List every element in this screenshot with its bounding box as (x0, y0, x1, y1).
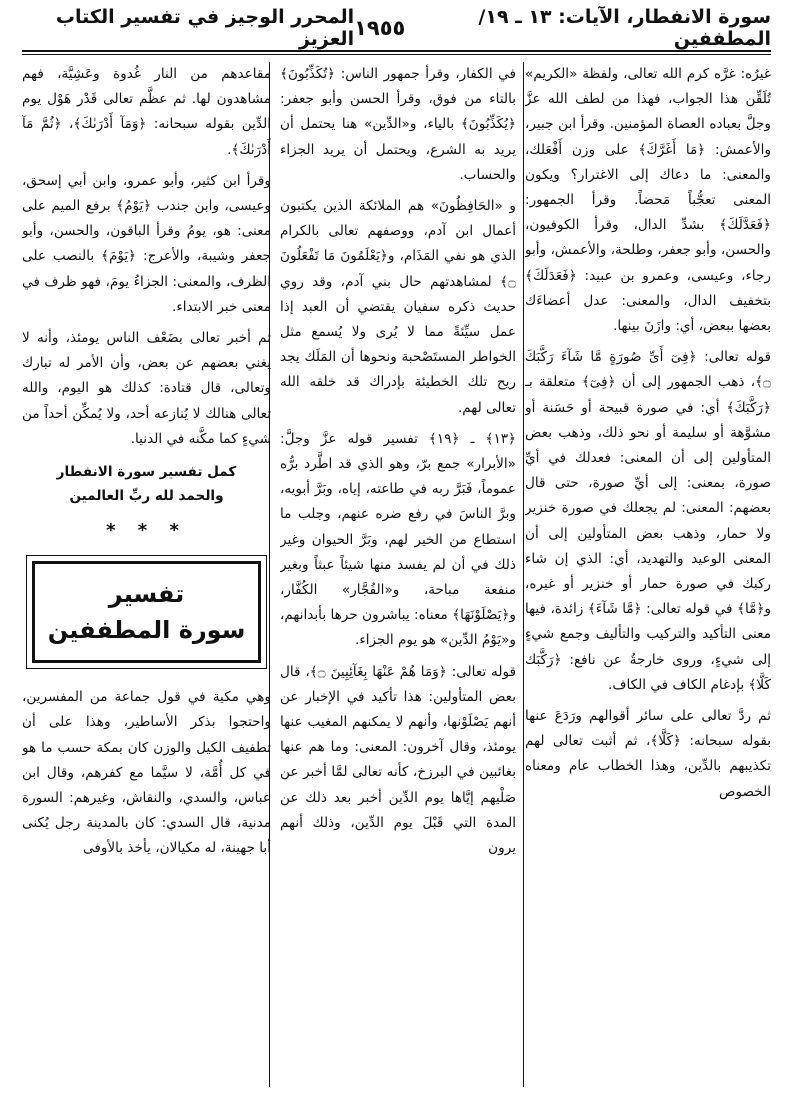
paragraph: ثم ردَّ تعالى على سائر أقوالهم ورَدَعَ عنها بقوله سبحانه: ﴿كَلَّا﴾، ثم أثبت تعالى لهم تكذيبهم بالدِّين، وهذا الخطاب عام ومعناه الخصوص (525, 708, 771, 800)
header-rule (22, 50, 771, 52)
paragraph: مقاعدهم من النار غُدوة وعَشِيَّة، فهم مشاهدون لها. ثم عظَّم تعالى قَدْر هَوْل يوم الدِّين بقوله سبحانه: ﴿وَمَآ أَدْرَىٰكَ﴾، ﴿ثُمَّ مَآ أَدْرَىٰكَ﴾. (22, 66, 271, 158)
surah-info: سورة الانفطار، الآيات: ١٣ ـ ١٩/ المطففين (478, 6, 771, 50)
surah-title-name: سورة المطففين (47, 616, 246, 645)
surah-title-frame (32, 561, 261, 663)
column-middle (280, 62, 516, 1087)
surah-end-note (22, 460, 271, 508)
column-divider-right (523, 62, 524, 1087)
page-number: ١٩٥٥ (354, 16, 406, 40)
end-note-line: كمل تفسير سورة الانفطار (56, 464, 237, 481)
paragraph: وقرأ ابن كثير، وأبو عمرو، وابن أبي إسحق، وعيسى، وابن جندب ﴿يَوْمُ﴾ برفع الميم على معنى: هو، يومُ وقرأ الباقون، والحسن، وأبو جعفر وشيبة، والأعرج: ﴿يَوْمَ﴾ بالنصب على الظرف، والمعنى: الجزاءُ يومَ، فهو ظرف في معنى خبر الابتداء. (22, 172, 271, 315)
surah-title-box (26, 555, 267, 669)
paragraph: في الكفار، وقرأ جمهور الناس: ﴿تُكَذِّبُونَ﴾ بالتاء من فوق، وقرأ الحسن وأبو جعفر: ﴿يُكَذِّبُونَ﴾ بالياء، و«الدِّين» هنا يحتمل أن يريد به الشرع، ويحتمل أن يريد الجزاء والحساب. (280, 66, 516, 183)
paragraph: قوله تعالى: ﴿فِىٓ أَىِّ صُورَةٍ مَّا شَآءَ رَكَّبَكَ ۝﴾، ذهب الجمهور إلى أن ﴿فِىٓ﴾ متعلقة بـ ﴿رَكَّبَكَ﴾ أي: في صورة قبيحة أو حَسَنة أو مشوَّهة أو سليمة أو نحو ذلك، وذهب بعض المتأولين إلى أن المعنى: فعدلك في أيِّ صورة، بمعنى: إلى أيِّ صورة، حتى قال بعضهم: المعنى: لم يجعلك في صورة خنزير ولا حمار، وذهب بعض المتأولين إلى أن المعنى الوعيد والتهديد، أي: الذي إن شاء ركبك في صورة حمار أو خنزير أو غيره، و﴿مَّا﴾ في قوله تعالى: ﴿مَّا شَآءَ﴾ زائدة، فيها معنى التأكيد والتركيب والتأليف وجمع شيءٍ إلى شيءٍ، وروى خارجةُ عن نافع: ﴿رَكَّبَك كَلَّا﴾ بإدغام الكاف في الكاف. (525, 349, 771, 693)
end-note-line: والحمد لله ربِّ العالمين (69, 488, 224, 505)
surah-title-line: تفسير (108, 580, 185, 609)
header-rule-thin (22, 54, 771, 55)
column-left (22, 62, 271, 1087)
section-separator: * * * (106, 520, 187, 542)
page-header (22, 8, 771, 48)
column-right (525, 62, 771, 1087)
paragraph: غيرُه: غرَّه كرم الله تعالى، ولفظة «الكريم» تُلَقِّن هذا الجواب، فهذا من لطف الله عزَّ وجلَّ بعباده العصاة المؤمنين. وقرأ ابن جبير، والأعمش: ﴿مَا أَغَرَّكَ﴾ على وزن أَفْعَلك، والمعنى: ما دعاك إلى الاغترار؟ ويكون المعنى تعجُّباً مَحضاً. وقرأ الجمهور: ﴿فَعَدَّلَكَ﴾ بشدِّ الدال، وقرأ الكوفيون، والحسن، وأبو جعفر، وطلحة، والأعمش، وأبو رجاء، وعيسى، وعمرو بن عبيد: ﴿فَعَدَلَكَ﴾ بتخفيف الدال، والمعنى: عدل أعضاءَك بعضها ببعض، أي: وازَنَ بينها. (525, 66, 771, 335)
paragraph: و «الحَافِظُونَ» هم الملائكة الذين يكتبون أعمال ابن آدم، ووصفهم تعالى بالكرام الذي هو نفي المَذَام، و﴿يَعْلَمُونَ مَا تَفْعَلُونَ ۝﴾ لمشاهدتهم حال بني آدم، وقد روي حديث ذكره سفيان يقتضي أن العبد إذا عمل سيِّئةً مما لا يُرى ولا يُسمع مثل الخواطر المستَصْحبة ونحوها أن المَلَك يجد ريح تلك الخطيئة بإدراك قد خلقه الله تعالى لهم. (280, 198, 516, 416)
paragraph: قوله تعالى: ﴿وَمَا هُمْ عَنْهَا بِغَآئِبِينَ ۝﴾، قال بعض المتأولين: هذا تأكيد في الإخبار عن أنهم يَصْلَوْنها، وأنهم لا يمكنهم المغيب عنها يومئذ، وقال آخرون: المعنى: وما هم عنها بغائبين في البرزخ، كأنه تعالى لمَّا أخبر عن صَلْيهم إيَّاها يوم الدِّين أخبر بعد ذلك عن المدة التي قَبْلَ يوم الدِّين، وذلك أنهم يرون (280, 663, 516, 857)
paragraph: ﴿١٣﴾ ـ ﴿١٩﴾ تفسير قوله عزَّ وجلَّ: «الأبرار» جمع برّ، وهو الذي قد اطَّرد برُّه عموماً، فَبَرَّ ربه في طاعته، إياه، وبَرَّ أبويه، وبرَّ الناسَ في رفع ضره عنهم، وجلب ما استطاع من الخير لهم، وبَرَّ الحيوان وغير ذلك في أن لم يفسد منها شيئاً عبثاً وبغير منفعة مباحة، و«الفُجَّار» الكُفَّار، و﴿يَصْلَوْنَهَا﴾ معناه: يباشرون حرها بأبدانهم، و«يَوْمُ الدِّين» هو يوم الجزاء. (280, 430, 516, 649)
paragraph: ثم أخبر تعالى بضَعْف الناس يومئذ، وأنه لا يغني بعضهم عن بعض، وأن الأمر له تبارك وتعالى، قال قتادة: كذلك هو اليوم، والله تعالى هنالك لا يُنازعه أحد، ولا يُمكِّن أحداً من شيءٍ كما مكَّنه في الدنيا. (22, 330, 271, 447)
book-title: المحرر الوجيز في تفسير الكتاب العزيز (55, 6, 355, 50)
paragraph: وهي مكية في قول جماعة من المفسرين، واحتجوا بذكر الأساطير، وهذا على أن تطفيف الكيل والوزن كان بمكة حسب ما هو في كل أُمَّة، لا سيَّما مع كفرهم، وقال ابن عباس، والسدي، والنقاش، وغيرهم: السورة مدنية، قال السدي: كان بالمدينة رجل يُكنى أبا جهينة، له مكيالان، يأخذ بالأوفى (22, 689, 271, 857)
